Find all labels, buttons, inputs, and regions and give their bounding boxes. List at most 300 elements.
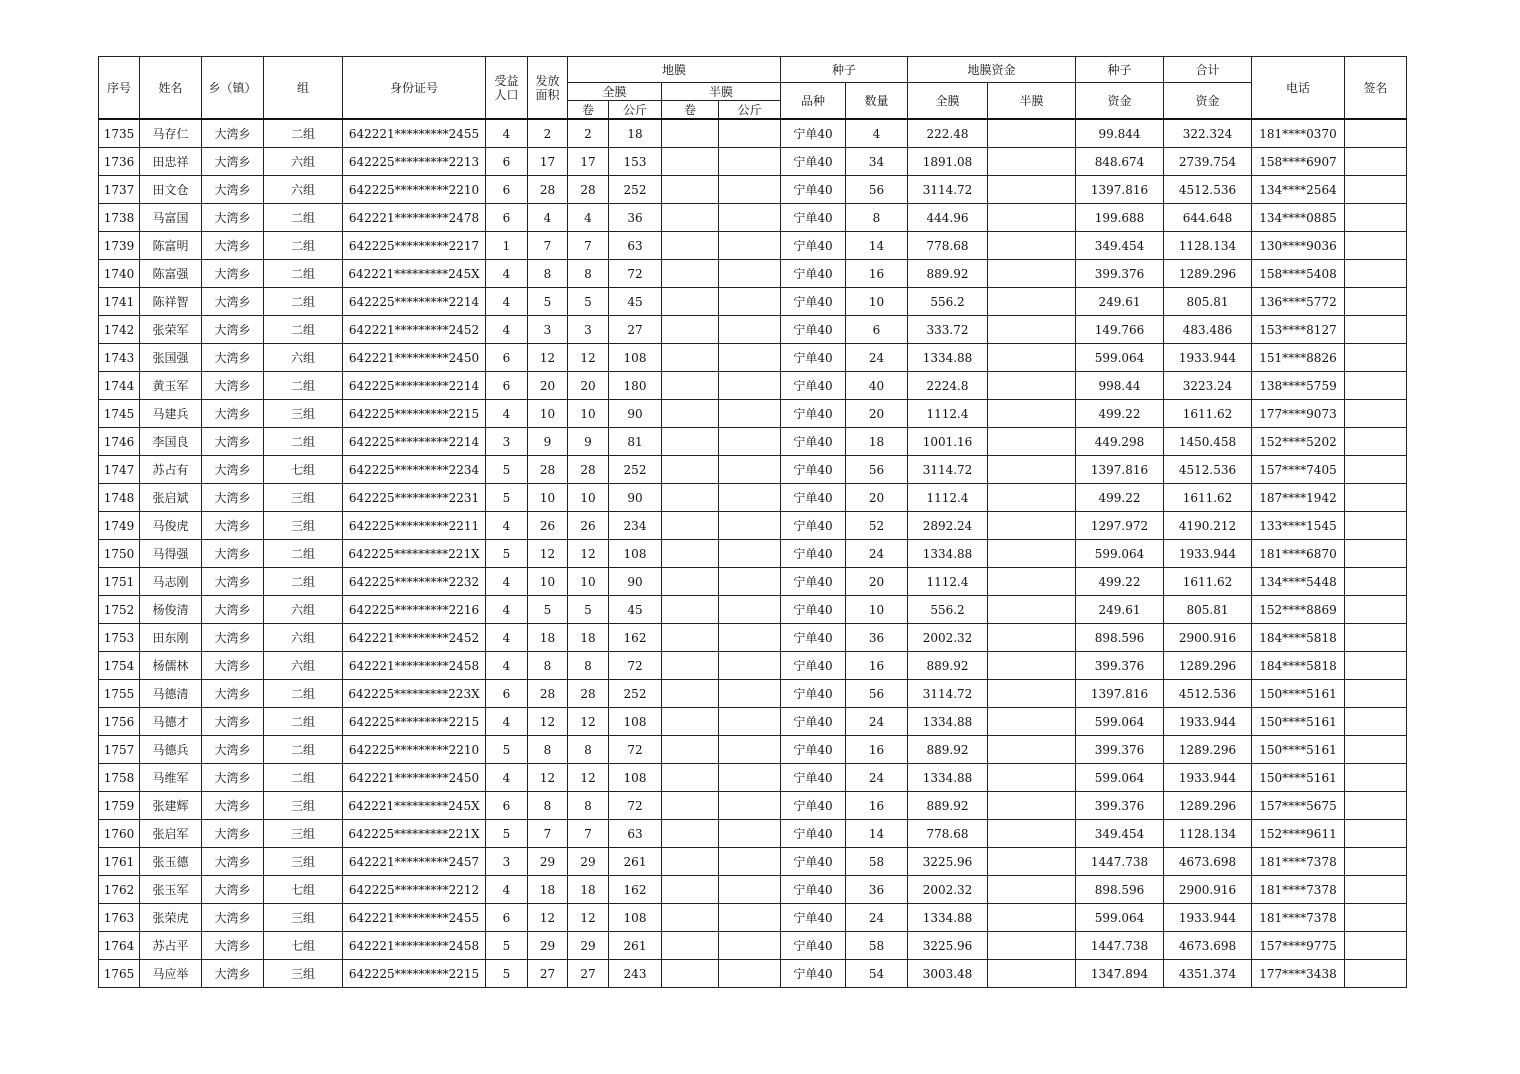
cell-variety: 宁单40: [781, 400, 846, 428]
cell-full-kg: 108: [609, 708, 662, 736]
cell-town: 大湾乡: [202, 820, 264, 848]
cell-area: 29: [528, 932, 568, 960]
cell-phone: 181****7378: [1252, 904, 1345, 932]
cell-full-roll: 12: [568, 708, 609, 736]
cell-seq: 1737: [99, 176, 140, 204]
cell-name: 马建兵: [140, 400, 202, 428]
cell-group: 二组: [264, 204, 343, 232]
cell-variety: 宁单40: [781, 764, 846, 792]
cell-half-kg: [719, 764, 781, 792]
cell-film-fund-half: [988, 764, 1076, 792]
cell-name: 张玉军: [140, 876, 202, 904]
cell-half-roll: [662, 484, 719, 512]
cell-beneficiaries: 4: [486, 596, 528, 624]
cell-total-fund: 2739.754: [1164, 148, 1252, 176]
cell-full-kg: 72: [609, 792, 662, 820]
cell-film-fund-half: [988, 932, 1076, 960]
cell-id-number: 642221*********2452: [343, 316, 486, 344]
cell-phone: 157****5675: [1252, 792, 1345, 820]
cell-seq: 1758: [99, 764, 140, 792]
cell-town: 大湾乡: [202, 736, 264, 764]
cell-variety: 宁单40: [781, 568, 846, 596]
cell-name: 张荣虎: [140, 904, 202, 932]
cell-name: 李国良: [140, 428, 202, 456]
header-beneficiaries-line2: 人口: [494, 87, 519, 102]
cell-area: 8: [528, 652, 568, 680]
cell-town: 大湾乡: [202, 260, 264, 288]
cell-half-roll: [662, 372, 719, 400]
cell-full-roll: 8: [568, 736, 609, 764]
cell-full-kg: 261: [609, 932, 662, 960]
cell-half-kg: [719, 792, 781, 820]
cell-total-fund: 322.324: [1164, 119, 1252, 148]
cell-seed-fund: 149.766: [1076, 316, 1164, 344]
header-seed-top: 种子: [1076, 57, 1164, 83]
cell-film-fund-full: 1891.08: [908, 148, 988, 176]
cell-group: 二组: [264, 260, 343, 288]
cell-group: 六组: [264, 652, 343, 680]
cell-seq: 1755: [99, 680, 140, 708]
cell-film-fund-full: 889.92: [908, 736, 988, 764]
cell-beneficiaries: 6: [486, 680, 528, 708]
table-row: [99, 904, 1407, 932]
cell-area: 12: [528, 764, 568, 792]
cell-name: 杨俊清: [140, 596, 202, 624]
cell-film-fund-half: [988, 540, 1076, 568]
cell-variety: 宁单40: [781, 484, 846, 512]
header-total-top: 合计: [1164, 57, 1252, 83]
cell-phone: 181****7378: [1252, 876, 1345, 904]
cell-beneficiaries: 6: [486, 904, 528, 932]
cell-full-roll: 8: [568, 792, 609, 820]
cell-beneficiaries: 4: [486, 624, 528, 652]
cell-phone: 177****9073: [1252, 400, 1345, 428]
cell-beneficiaries: 5: [486, 484, 528, 512]
table-row: [99, 540, 1407, 568]
cell-id-number: 642225*********221X: [343, 820, 486, 848]
cell-film-fund-half: [988, 904, 1076, 932]
cell-half-kg: [719, 932, 781, 960]
cell-full-roll: 28: [568, 680, 609, 708]
cell-variety: 宁单40: [781, 232, 846, 260]
cell-area: 26: [528, 512, 568, 540]
cell-quantity: 10: [846, 596, 908, 624]
cell-film-fund-full: 3225.96: [908, 932, 988, 960]
cell-area: 12: [528, 540, 568, 568]
table-row: [99, 119, 1407, 148]
header-full-kg: 公斤: [609, 101, 662, 120]
cell-town: 大湾乡: [202, 372, 264, 400]
table-row: [99, 624, 1407, 652]
cell-seed-fund: 1347.894: [1076, 960, 1164, 988]
cell-full-roll: 17: [568, 148, 609, 176]
cell-quantity: 16: [846, 736, 908, 764]
cell-phone: 133****1545: [1252, 512, 1345, 540]
cell-variety: 宁单40: [781, 344, 846, 372]
cell-variety: 宁单40: [781, 316, 846, 344]
cell-quantity: 24: [846, 344, 908, 372]
cell-film-fund-half: [988, 372, 1076, 400]
cell-quantity: 24: [846, 540, 908, 568]
cell-signature: [1345, 456, 1407, 484]
header-issued-area-line1: 发放: [535, 73, 560, 88]
cell-full-roll: 18: [568, 876, 609, 904]
cell-seq: 1754: [99, 652, 140, 680]
cell-half-roll: [662, 820, 719, 848]
cell-seq: 1757: [99, 736, 140, 764]
cell-total-fund: 1611.62: [1164, 484, 1252, 512]
cell-full-kg: 162: [609, 624, 662, 652]
cell-id-number: 642221*********2450: [343, 764, 486, 792]
cell-half-roll: [662, 596, 719, 624]
cell-full-kg: 90: [609, 568, 662, 596]
table-row: [99, 932, 1407, 960]
cell-town: 大湾乡: [202, 652, 264, 680]
cell-full-roll: 5: [568, 596, 609, 624]
cell-total-fund: 4512.536: [1164, 176, 1252, 204]
cell-seed-fund: 399.376: [1076, 792, 1164, 820]
cell-full-kg: 252: [609, 456, 662, 484]
table-row: [99, 512, 1407, 540]
cell-name: 张启军: [140, 820, 202, 848]
cell-seq: 1761: [99, 848, 140, 876]
table-row: [99, 960, 1407, 988]
header-seq: 序号: [99, 57, 140, 120]
cell-full-roll: 27: [568, 960, 609, 988]
cell-total-fund: 2900.916: [1164, 624, 1252, 652]
cell-full-kg: 252: [609, 176, 662, 204]
cell-phone: 134****2564: [1252, 176, 1345, 204]
cell-full-roll: 2: [568, 119, 609, 148]
cell-variety: 宁单40: [781, 148, 846, 176]
header-signature: 签名: [1345, 57, 1407, 120]
cell-half-kg: [719, 428, 781, 456]
cell-half-roll: [662, 904, 719, 932]
cell-film-fund-full: 1334.88: [908, 904, 988, 932]
table-row: [99, 820, 1407, 848]
cell-town: 大湾乡: [202, 400, 264, 428]
cell-name: 马应举: [140, 960, 202, 988]
cell-seed-fund: 848.674: [1076, 148, 1164, 176]
cell-full-roll: 29: [568, 848, 609, 876]
table-row: [99, 148, 1407, 176]
cell-quantity: 36: [846, 876, 908, 904]
cell-total-fund: 2900.916: [1164, 876, 1252, 904]
cell-variety: 宁单40: [781, 708, 846, 736]
cell-beneficiaries: 1: [486, 232, 528, 260]
cell-film-fund-full: 2002.32: [908, 624, 988, 652]
cell-film-fund-half: [988, 512, 1076, 540]
cell-half-kg: [719, 736, 781, 764]
cell-full-kg: 18: [609, 119, 662, 148]
cell-name: 杨儒林: [140, 652, 202, 680]
cell-seq: 1760: [99, 820, 140, 848]
cell-full-roll: 9: [568, 428, 609, 456]
cell-town: 大湾乡: [202, 119, 264, 148]
cell-film-fund-half: [988, 119, 1076, 148]
cell-seed-fund: 499.22: [1076, 400, 1164, 428]
header-half-film: 半膜: [662, 83, 781, 101]
cell-total-fund: 805.81: [1164, 596, 1252, 624]
cell-name: 马富国: [140, 204, 202, 232]
cell-signature: [1345, 820, 1407, 848]
cell-quantity: 8: [846, 204, 908, 232]
cell-area: 3: [528, 316, 568, 344]
cell-area: 29: [528, 848, 568, 876]
cell-seed-fund: 599.064: [1076, 764, 1164, 792]
cell-town: 大湾乡: [202, 232, 264, 260]
cell-film-fund-full: 1334.88: [908, 764, 988, 792]
header-fund-half: 半膜: [988, 83, 1076, 120]
cell-variety: 宁单40: [781, 904, 846, 932]
cell-full-kg: 234: [609, 512, 662, 540]
cell-name: 陈富强: [140, 260, 202, 288]
cell-id-number: 642221*********2455: [343, 119, 486, 148]
cell-full-kg: 108: [609, 344, 662, 372]
cell-seed-fund: 998.44: [1076, 372, 1164, 400]
cell-full-kg: 162: [609, 876, 662, 904]
cell-seq: 1750: [99, 540, 140, 568]
cell-beneficiaries: 6: [486, 176, 528, 204]
cell-total-fund: 4512.536: [1164, 456, 1252, 484]
header-issued-area: [528, 57, 568, 120]
cell-seed-fund: 399.376: [1076, 652, 1164, 680]
cell-half-roll: [662, 624, 719, 652]
cell-signature: [1345, 960, 1407, 988]
header-id-number: 身份证号: [343, 57, 486, 120]
cell-seed-fund: 1397.816: [1076, 456, 1164, 484]
cell-group: 七组: [264, 456, 343, 484]
cell-half-roll: [662, 792, 719, 820]
cell-quantity: 16: [846, 260, 908, 288]
cell-phone: 151****8826: [1252, 344, 1345, 372]
cell-town: 大湾乡: [202, 428, 264, 456]
header-seed-fund: 资金: [1076, 83, 1164, 120]
table-row: [99, 204, 1407, 232]
cell-group: 二组: [264, 428, 343, 456]
cell-name: 马存仁: [140, 119, 202, 148]
cell-variety: 宁单40: [781, 792, 846, 820]
cell-film-fund-half: [988, 848, 1076, 876]
cell-total-fund: 1933.944: [1164, 540, 1252, 568]
cell-quantity: 36: [846, 624, 908, 652]
cell-variety: 宁单40: [781, 680, 846, 708]
cell-quantity: 24: [846, 904, 908, 932]
cell-area: 9: [528, 428, 568, 456]
cell-area: 5: [528, 596, 568, 624]
table-row: [99, 568, 1407, 596]
table-row: [99, 484, 1407, 512]
cell-area: 18: [528, 876, 568, 904]
cell-town: 大湾乡: [202, 932, 264, 960]
table-row: [99, 316, 1407, 344]
cell-beneficiaries: 4: [486, 260, 528, 288]
header-town: 乡（镇）: [202, 57, 264, 120]
cell-total-fund: 1289.296: [1164, 652, 1252, 680]
header-seed: 种子: [781, 57, 908, 83]
cell-name: 张启斌: [140, 484, 202, 512]
cell-full-roll: 18: [568, 624, 609, 652]
cell-seed-fund: 1397.816: [1076, 176, 1164, 204]
cell-full-roll: 12: [568, 344, 609, 372]
cell-seed-fund: 599.064: [1076, 540, 1164, 568]
cell-area: 10: [528, 400, 568, 428]
cell-total-fund: 1289.296: [1164, 736, 1252, 764]
cell-group: 六组: [264, 148, 343, 176]
cell-half-kg: [719, 119, 781, 148]
cell-area: 7: [528, 820, 568, 848]
cell-full-kg: 72: [609, 652, 662, 680]
cell-seq: 1740: [99, 260, 140, 288]
cell-name: 张荣军: [140, 316, 202, 344]
cell-variety: 宁单40: [781, 876, 846, 904]
cell-seq: 1762: [99, 876, 140, 904]
cell-seed-fund: 499.22: [1076, 568, 1164, 596]
cell-phone: 184****5818: [1252, 624, 1345, 652]
cell-seq: 1756: [99, 708, 140, 736]
table-row: [99, 876, 1407, 904]
cell-beneficiaries: 5: [486, 736, 528, 764]
cell-id-number: 642225*********2217: [343, 232, 486, 260]
cell-quantity: 52: [846, 512, 908, 540]
cell-id-number: 642225*********2214: [343, 288, 486, 316]
cell-beneficiaries: 4: [486, 512, 528, 540]
cell-town: 大湾乡: [202, 176, 264, 204]
cell-full-roll: 7: [568, 820, 609, 848]
cell-name: 马维军: [140, 764, 202, 792]
cell-seed-fund: 199.688: [1076, 204, 1164, 232]
cell-half-kg: [719, 148, 781, 176]
cell-half-roll: [662, 428, 719, 456]
cell-signature: [1345, 176, 1407, 204]
cell-film-fund-half: [988, 484, 1076, 512]
cell-seq: 1736: [99, 148, 140, 176]
cell-town: 大湾乡: [202, 540, 264, 568]
cell-film-fund-half: [988, 428, 1076, 456]
header-half-kg: 公斤: [719, 101, 781, 120]
cell-group: 二组: [264, 372, 343, 400]
cell-half-kg: [719, 204, 781, 232]
table-row: [99, 232, 1407, 260]
table-row: [99, 428, 1407, 456]
cell-total-fund: 644.648: [1164, 204, 1252, 232]
cell-beneficiaries: 5: [486, 932, 528, 960]
cell-half-roll: [662, 680, 719, 708]
cell-name: 马德兵: [140, 736, 202, 764]
cell-area: 28: [528, 176, 568, 204]
cell-signature: [1345, 428, 1407, 456]
cell-signature: [1345, 484, 1407, 512]
cell-half-kg: [719, 288, 781, 316]
cell-half-kg: [719, 848, 781, 876]
cell-name: 田忠祥: [140, 148, 202, 176]
cell-beneficiaries: 6: [486, 372, 528, 400]
table-row: [99, 344, 1407, 372]
cell-group: 二组: [264, 680, 343, 708]
cell-name: 马俊虎: [140, 512, 202, 540]
cell-signature: [1345, 540, 1407, 568]
cell-group: 二组: [264, 708, 343, 736]
cell-phone: 134****5448: [1252, 568, 1345, 596]
cell-film-fund-half: [988, 624, 1076, 652]
cell-town: 大湾乡: [202, 288, 264, 316]
cell-quantity: 40: [846, 372, 908, 400]
cell-name: 田东刚: [140, 624, 202, 652]
cell-id-number: 642225*********2210: [343, 736, 486, 764]
cell-film-fund-full: 444.96: [908, 204, 988, 232]
cell-id-number: 642221*********2452: [343, 624, 486, 652]
cell-seq: 1735: [99, 119, 140, 148]
cell-full-kg: 63: [609, 232, 662, 260]
cell-film-fund-half: [988, 288, 1076, 316]
cell-area: 8: [528, 736, 568, 764]
cell-half-kg: [719, 652, 781, 680]
cell-half-roll: [662, 260, 719, 288]
cell-total-fund: 1450.458: [1164, 428, 1252, 456]
cell-seq: 1746: [99, 428, 140, 456]
cell-beneficiaries: 4: [486, 568, 528, 596]
cell-half-roll: [662, 512, 719, 540]
cell-quantity: 58: [846, 848, 908, 876]
cell-full-roll: 7: [568, 232, 609, 260]
cell-film-fund-full: 2224.8: [908, 372, 988, 400]
cell-seq: 1745: [99, 400, 140, 428]
cell-seq: 1739: [99, 232, 140, 260]
cell-full-roll: 3: [568, 316, 609, 344]
cell-film-fund-half: [988, 652, 1076, 680]
cell-quantity: 6: [846, 316, 908, 344]
cell-id-number: 642225*********2210: [343, 176, 486, 204]
cell-half-roll: [662, 232, 719, 260]
cell-signature: [1345, 260, 1407, 288]
cell-id-number: 642225*********2214: [343, 428, 486, 456]
cell-seed-fund: 499.22: [1076, 484, 1164, 512]
cell-half-roll: [662, 876, 719, 904]
cell-half-kg: [719, 512, 781, 540]
cell-quantity: 14: [846, 232, 908, 260]
cell-full-kg: 153: [609, 148, 662, 176]
cell-total-fund: 1128.134: [1164, 232, 1252, 260]
cell-half-kg: [719, 708, 781, 736]
cell-film-fund-half: [988, 876, 1076, 904]
cell-signature: [1345, 736, 1407, 764]
cell-quantity: 20: [846, 400, 908, 428]
subsidy-roster-table: [98, 56, 1407, 988]
header-variety: 品种: [781, 83, 846, 120]
cell-town: 大湾乡: [202, 764, 264, 792]
cell-id-number: 642225*********2215: [343, 400, 486, 428]
cell-quantity: 56: [846, 176, 908, 204]
cell-half-roll: [662, 288, 719, 316]
cell-full-kg: 261: [609, 848, 662, 876]
cell-quantity: 14: [846, 820, 908, 848]
cell-variety: 宁单40: [781, 960, 846, 988]
cell-id-number: 642225*********2231: [343, 484, 486, 512]
cell-beneficiaries: 4: [486, 876, 528, 904]
cell-total-fund: 1933.944: [1164, 344, 1252, 372]
cell-seq: 1763: [99, 904, 140, 932]
cell-half-roll: [662, 764, 719, 792]
cell-signature: [1345, 316, 1407, 344]
cell-film-fund-full: 3114.72: [908, 680, 988, 708]
cell-quantity: 16: [846, 792, 908, 820]
cell-variety: 宁单40: [781, 176, 846, 204]
cell-film-fund-full: 3114.72: [908, 456, 988, 484]
cell-quantity: 16: [846, 652, 908, 680]
cell-group: 三组: [264, 512, 343, 540]
cell-full-kg: 81: [609, 428, 662, 456]
cell-id-number: 642221*********2457: [343, 848, 486, 876]
